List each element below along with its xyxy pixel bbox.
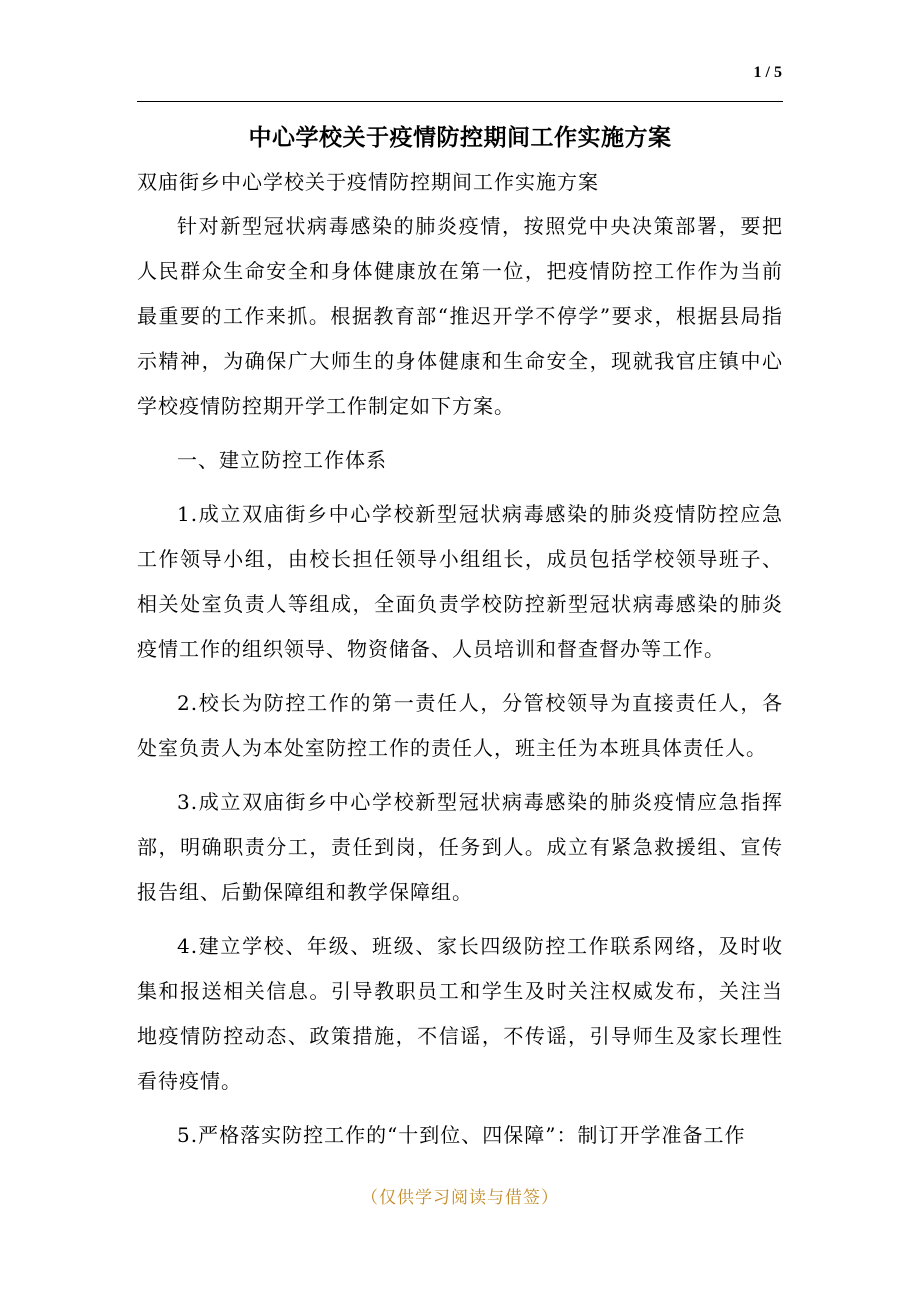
section-heading: 一、建立防控工作体系 xyxy=(177,448,387,472)
document-title: 中心学校关于疫情防控期间工作实施方案 xyxy=(248,124,672,151)
footer-note: （仅供学习阅读与借签） xyxy=(361,1188,559,1208)
list-item: 5.严格落实防控工作的“十到位、四保障”：制订开学准备工作 xyxy=(177,1123,746,1147)
page-number: 1 / 5 xyxy=(753,64,782,81)
list-item: 4.建立学校、年级、班级、家长四级防控工作联系网络，及时收集和报送相关信息。引导教职员工和学生及时关注权威发布，关注当地疫情防控动态、政策措施，不信谣，不传谣，引导师生及家长理性看待疫情。 xyxy=(137,934,783,1093)
document-body xyxy=(137,116,783,1167)
intro-paragraph: 针对新型冠状病毒感染的肺炎疫情，按照党中央决策部署，要把人民群众生命安全和身体健康放在第一位，把疫情防控工作作为当前最重要的工作来抓。根据教育部“推迟开学不停学”要求，根据县局指示精神，为确保广大师生的身体健康和生命安全，现就我官庄镇中心学校疫情防控期开学工作制定如下方案。 xyxy=(137,214,783,418)
list-item: 1.成立双庙街乡中心学校新型冠状病毒感染的肺炎疫情防控应急工作领导小组，由校长担任领导小组组长，成员包括学校领导班子、相关处室负责人等组成，全面负责学校防控新型冠状病毒感染的肺炎疫情工作的组织领导、物资储备、人员培训和督查督办等工作。 xyxy=(137,502,783,661)
list-item: 3.成立双庙街乡中心学校新型冠状病毒感染的肺炎疫情应急指挥部，明确职责分工，责任到岗，任务到人。成立有紧急救援组、宣传报告组、后勤保障组和教学保障组。 xyxy=(137,790,783,904)
document-subtitle: 双庙街乡中心学校关于疫情防控期间工作实施方案 xyxy=(137,170,599,194)
list-item: 2.校长为防控工作的第一责任人，分管校领导为直接责任人，各处室负责人为本处室防控工作的责任人，班主任为本班具体责任人。 xyxy=(137,691,783,760)
header-divider xyxy=(137,101,783,102)
